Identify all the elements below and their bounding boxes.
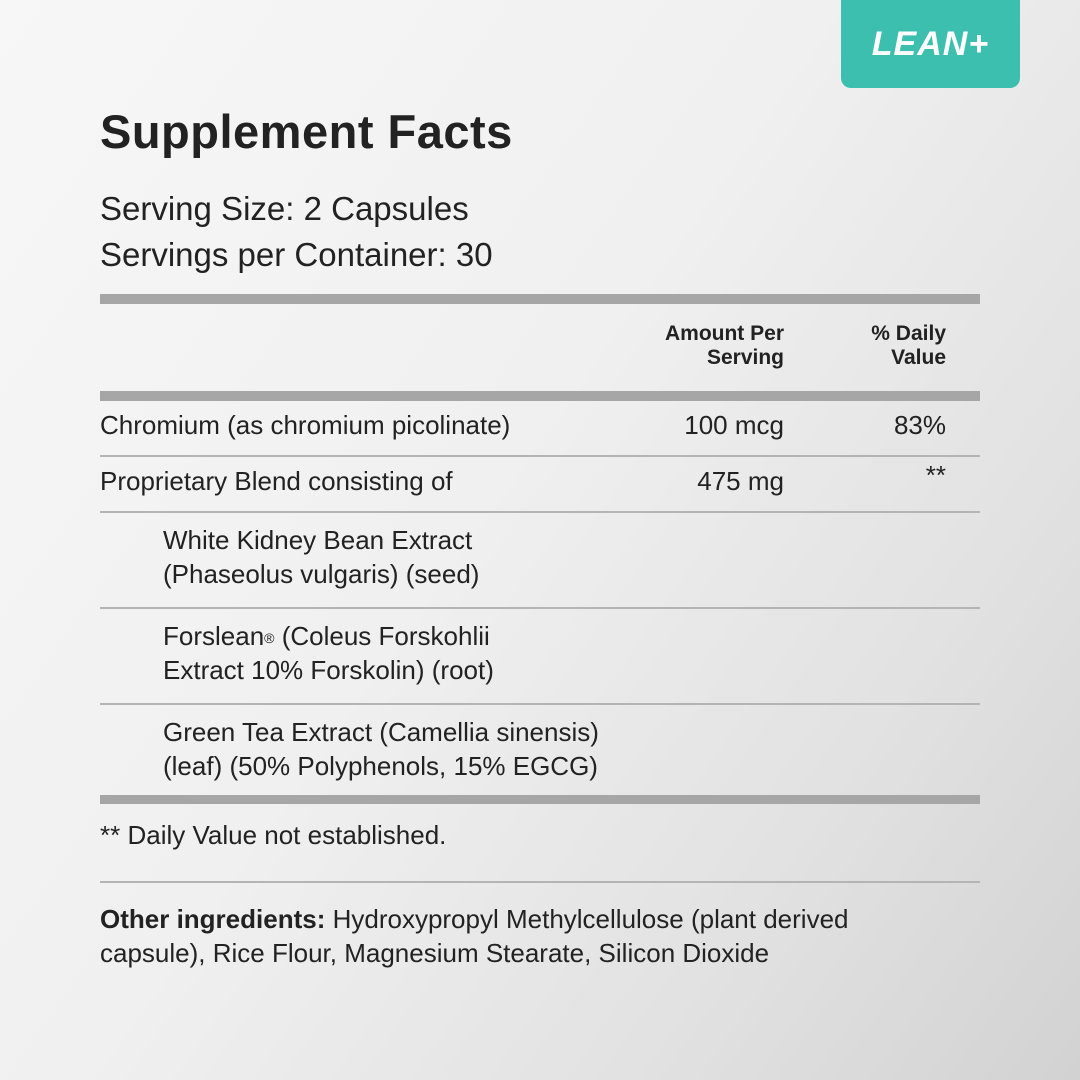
dv-header-line1: % Daily xyxy=(871,322,946,345)
other-ingredients-text: Hydroxypropyl Methylcellulose (plant derived capsule), Rice Flour, Magnesium Stearate, Silicon Dioxide xyxy=(100,904,849,968)
nutrient-amount-chromium: 100 mcg xyxy=(684,410,784,440)
servings-per-container: Servings per Container: 30 xyxy=(100,236,493,273)
blend-item-line: White Kidney Bean Extract xyxy=(163,525,473,555)
header-thick-rule xyxy=(100,391,980,401)
row-divider xyxy=(100,511,980,513)
bottom-thick-rule xyxy=(100,795,980,804)
nutrient-dv-chromium: 83% xyxy=(893,410,946,440)
daily-value-header xyxy=(800,322,946,370)
nutrient-dv-blend: ** xyxy=(925,460,946,490)
nutrient-name-blend: Proprietary Blend consisting of xyxy=(100,466,453,496)
blend-item-line: (Phaseolus vulgaris) (seed) xyxy=(163,559,480,589)
row-divider xyxy=(100,703,980,705)
blend-item-green-tea xyxy=(163,715,683,783)
nutrient-name-chromium: Chromium (as chromium picolinate) xyxy=(100,410,511,440)
forslean-name: Forslean xyxy=(163,621,265,651)
blend-item-line xyxy=(163,619,683,653)
row-divider xyxy=(100,455,980,457)
blend-item-line: (leaf) (50% Polyphenols, 15% EGCG) xyxy=(163,751,598,781)
dv-header-line2: Value xyxy=(891,346,946,369)
amount-header-line2: Serving xyxy=(706,346,784,369)
other-ingredients xyxy=(100,902,960,970)
brand-badge: LEAN+ xyxy=(841,0,1020,88)
other-ingredients-label: Other ingredients: xyxy=(100,904,326,934)
top-thick-rule xyxy=(100,294,980,304)
blend-item-forslean xyxy=(163,619,683,687)
registered-mark: ® xyxy=(264,630,275,646)
nutrient-amount-blend: 475 mg xyxy=(697,466,784,496)
amount-header-line1: Amount Per xyxy=(664,322,784,345)
forslean-description: (Coleus Forskohlii xyxy=(274,621,490,651)
daily-value-footnote: ** Daily Value not established. xyxy=(100,820,447,850)
amount-per-serving-header xyxy=(600,322,784,370)
blend-item-line: Green Tea Extract (Camellia sinensis) xyxy=(163,717,599,747)
serving-size: Serving Size: 2 Capsules xyxy=(100,190,469,227)
footnote-divider xyxy=(100,881,980,883)
row-divider xyxy=(100,607,980,609)
blend-item-white-kidney-bean xyxy=(163,523,683,591)
page-title: Supplement Facts xyxy=(100,105,513,158)
blend-item-line: Extract 10% Forskolin) (root) xyxy=(163,655,494,685)
